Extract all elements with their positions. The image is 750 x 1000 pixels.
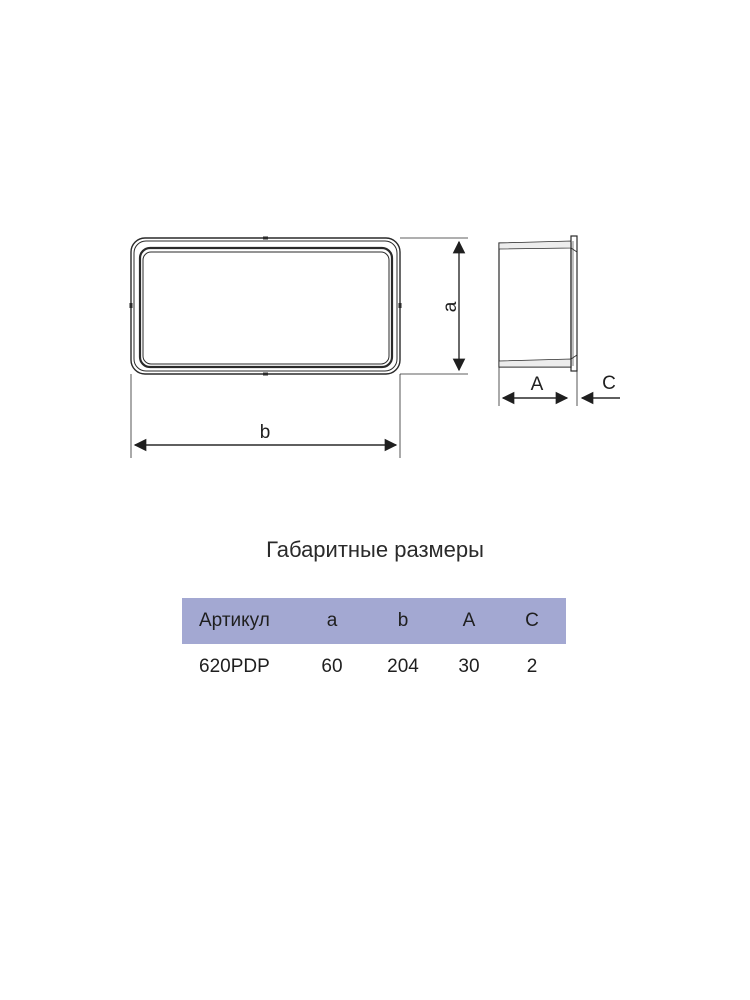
side-chamfer-top xyxy=(571,248,577,252)
front-outer-outline xyxy=(131,238,400,374)
label-A: A xyxy=(530,374,544,395)
section-title: Габаритные размеры xyxy=(266,537,484,562)
header-b: b xyxy=(397,610,409,631)
header-C: C xyxy=(525,610,539,631)
table-row xyxy=(182,644,566,690)
side-top-taper xyxy=(499,241,571,249)
label-b: b xyxy=(259,422,271,443)
front-flange-outline xyxy=(134,241,397,371)
table-footer xyxy=(182,690,566,738)
front-view xyxy=(131,238,400,374)
side-chamfer-bottom xyxy=(571,355,577,359)
cell-b: 204 xyxy=(387,656,419,677)
cell-a: 60 xyxy=(321,656,343,677)
dimensions-table xyxy=(182,598,566,738)
front-inner-outline xyxy=(140,248,392,367)
cell-C: 2 xyxy=(526,656,538,677)
dimension-b xyxy=(131,374,400,458)
side-body xyxy=(499,243,571,367)
header-a: a xyxy=(326,610,338,631)
header-A: A xyxy=(462,610,476,631)
header-article: Артикул xyxy=(199,610,270,631)
side-flange xyxy=(571,236,577,371)
table-header xyxy=(182,598,566,644)
side-bottom-taper xyxy=(499,359,571,367)
cell-article: 620PDP xyxy=(199,656,270,677)
label-C: C xyxy=(602,373,616,394)
front-opening-outline xyxy=(143,252,389,364)
label-a: a xyxy=(440,301,461,313)
cell-A: 30 xyxy=(458,656,480,677)
side-view xyxy=(499,236,577,371)
